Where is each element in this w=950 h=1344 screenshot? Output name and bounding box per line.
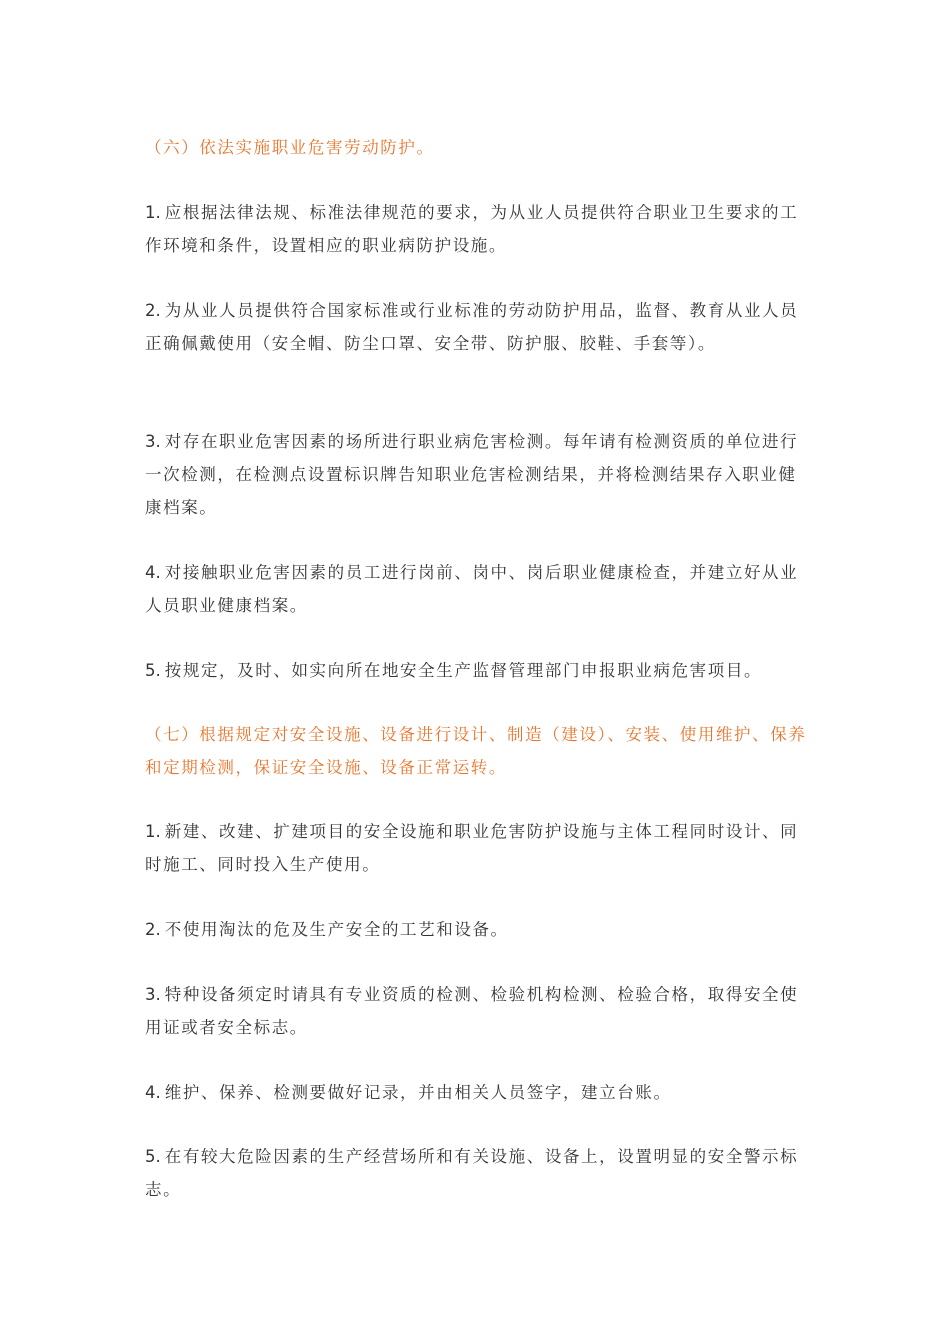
section-heading-7: （七）根据规定对安全设施、设备进行设计、制造（建设）、安装、使用维护、保养和定期检测，保证安全设施、设备正常运转。: [145, 725, 807, 777]
item-number: 3.: [145, 432, 161, 451]
item-text: 新建、改建、扩建项目的安全设施和职业危害防护设施与主体工程同时设计、同时施工、同时投入生产使用。: [145, 822, 799, 874]
item-text: 为从业人员提供符合国家标准或行业标准的劳动防护用品，监督、教育从业人员正确佩戴使用（安全帽、防尘口罩、安全带、防护服、胶鞋、手套等）。: [145, 301, 799, 353]
list-item: [145, 556, 810, 622]
item-number: 3.: [145, 985, 161, 1004]
list-item: [145, 294, 810, 360]
item-number: 1.: [145, 822, 161, 841]
list-item: [145, 815, 810, 881]
list-item: [145, 196, 810, 262]
list-item: [145, 978, 810, 1044]
item-number: 2.: [145, 920, 161, 939]
item-text: 对接触职业危害因素的员工进行岗前、岗中、岗后职业健康检查，并建立好从业人员职业健康档案。: [145, 563, 799, 615]
item-text: 应根据法律法规、标准法律规范的要求，为从业人员提供符合职业卫生要求的工作环境和条件，设置相应的职业病防护设施。: [145, 203, 799, 255]
item-text: 特种设备须定时请具有专业资质的检测、检验机构检测、检验合格，取得安全使用证或者安全标志。: [145, 985, 799, 1037]
item-text: 按规定，及时、如实向所在地安全生产监督管理部门申报职业病危害项目。: [164, 661, 763, 680]
item-number: 2.: [145, 301, 161, 320]
item-text: 维护、保养、检测要做好记录，并由相关人员签字，建立台账。: [164, 1083, 672, 1102]
item-number: 4.: [145, 563, 161, 582]
item-number: 1.: [145, 203, 161, 222]
item-number: 4.: [145, 1083, 161, 1102]
list-item: [145, 654, 810, 687]
item-text: 对存在职业危害因素的场所进行职业病危害检测。每年请有检测资质的单位进行一次检测，在检测点设置标识牌告知职业危害检测结果，并将检测结果存入职业健康档案。: [145, 432, 799, 517]
list-item: [145, 913, 810, 946]
item-number: 5.: [145, 661, 161, 680]
list-item: [145, 1140, 810, 1206]
item-text: 在有较大危险因素的生产经营场所和有关设施、设备上，设置明显的安全警示标志。: [145, 1147, 799, 1199]
item-number: 5.: [145, 1147, 161, 1166]
list-item: [145, 425, 810, 524]
section-heading-6: （六）依法实施职业危害劳动防护。: [145, 138, 435, 157]
list-item: [145, 1076, 810, 1109]
item-text: 不使用淘汰的危及生产安全的工艺和设备。: [164, 920, 509, 939]
